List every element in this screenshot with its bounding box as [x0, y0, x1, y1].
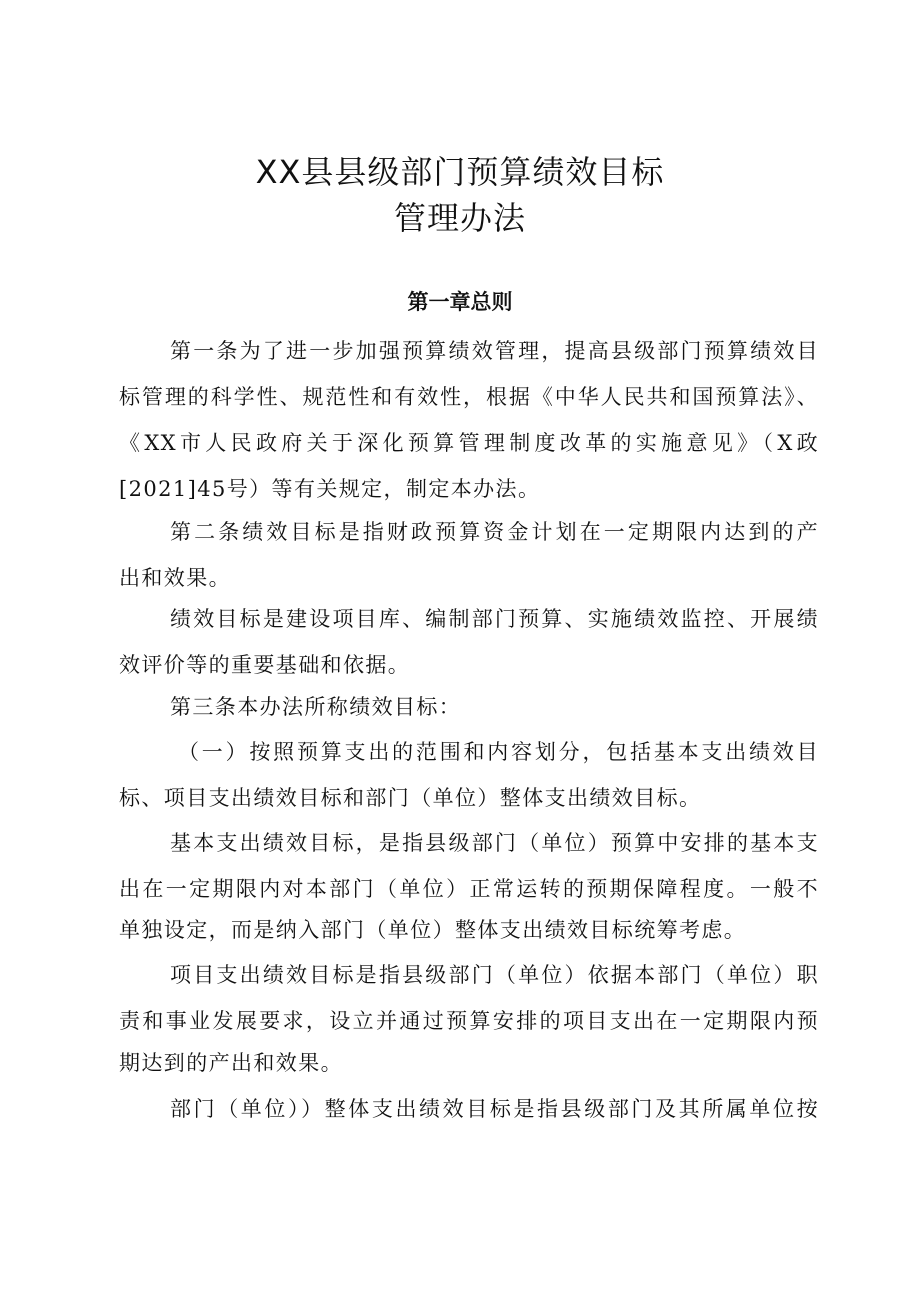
paragraph-performance-goal-line-2: 效评价等的重要基础和依据。: [119, 653, 411, 677]
article-1-line-1: 第一条为了进一步加强预算绩效管理，提高县级部门预算绩效目: [170, 339, 819, 363]
article-2-line-1: 第二条绩效目标是指财政预算资金计划在一定期限内达到的产: [170, 520, 819, 544]
item-1-line-1: （一）按照预算支出的范围和内容划分，包括基本支出绩效目: [178, 740, 819, 764]
article-2-line-2: 出和效果。: [119, 566, 231, 590]
basic-expenditure-line-1: 基本支出绩效目标，是指县级部门（单位）预算中安排的基本支: [170, 831, 819, 855]
project-expenditure-line-1: 项目支出绩效目标是指县级部门（单位）依据本部门（单位）职: [170, 963, 819, 987]
article-1-line-4: [2021]45号）等有关规定，制定本办法。: [119, 477, 541, 501]
item-1-line-2: 标、项目支出绩效目标和部门（单位）整体支出绩效目标。: [119, 786, 702, 810]
chapter-heading: 第一章总则: [407, 290, 513, 314]
project-expenditure-line-3: 期达到的产出和效果。: [119, 1051, 343, 1075]
document-title-line-2: 管理办法: [393, 199, 526, 237]
document-title-line-1: XX县县级部门预算绩效目标: [255, 153, 665, 191]
paragraph-performance-goal-line-1: 绩效目标是建设项目库、编制部门预算、实施绩效监控、开展绩: [170, 607, 819, 631]
article-3-line-1: 第三条本办法所称绩效目标：: [170, 695, 462, 719]
article-1-line-3: 《XX市人民政府关于深化预算管理制度改革的实施意见》（X政: [119, 431, 819, 455]
basic-expenditure-line-3: 单独设定，而是纳入部门（单位）整体支出绩效目标统筹考虑。: [119, 918, 747, 942]
project-expenditure-line-2: 责和事业发展要求，设立并通过预算安排的项目支出在一定期限内预: [119, 1009, 819, 1033]
basic-expenditure-line-2: 出在一定期限内对本部门（单位）正常运转的预期保障程度。一般不: [119, 877, 819, 901]
department-expenditure-line-1: 部门（单位））整体支出绩效目标是指县级部门及其所属单位按: [170, 1097, 819, 1121]
article-1-line-2: 标管理的科学性、规范性和有效性，根据《中华人民共和国预算法》、: [119, 385, 819, 409]
